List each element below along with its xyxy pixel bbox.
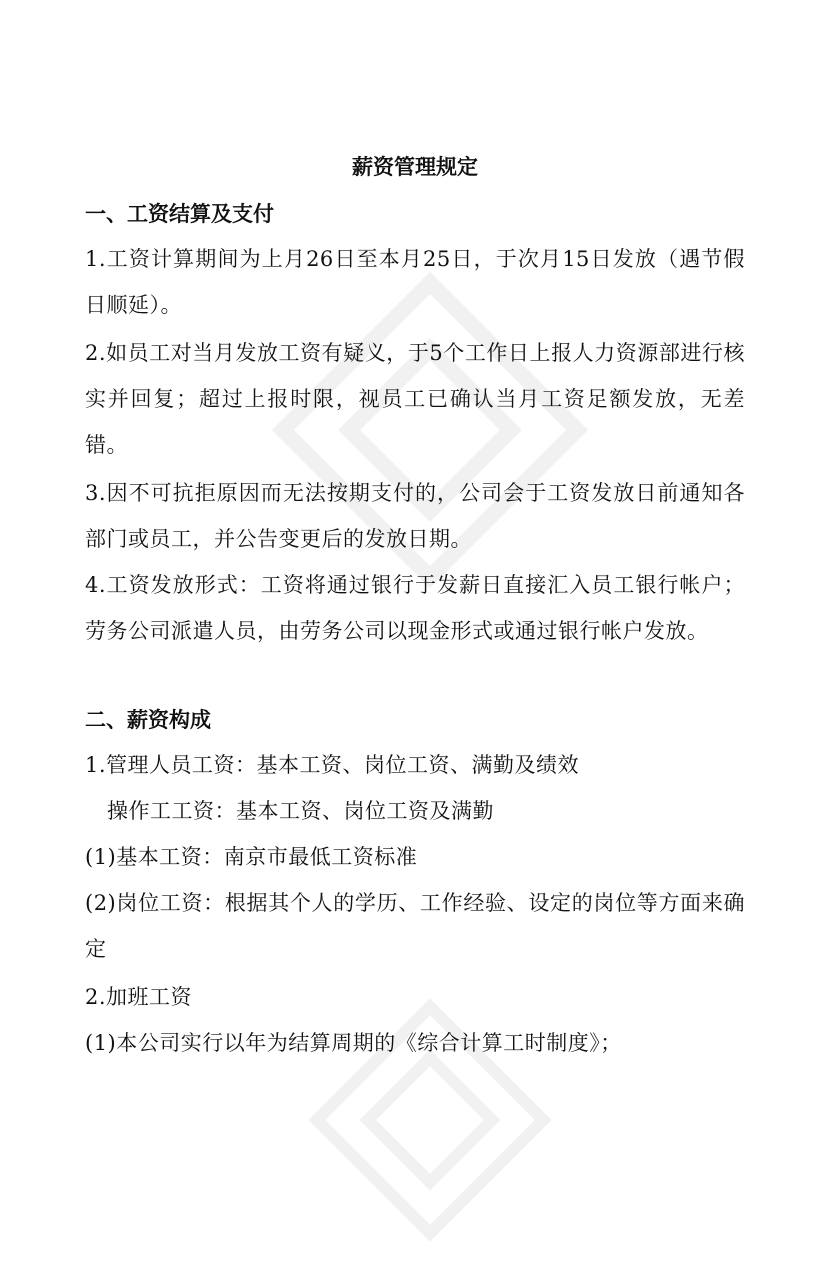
- payment-paragraph-4: 4.工资发放形式：工资将通过银行于发薪日直接汇入员工银行帐户；劳务公司派遣人员，由劳务公司以现金形式或通过银行帐户发放。: [85, 573, 745, 643]
- section-heading-composition: 二、薪资构成: [85, 708, 211, 732]
- payment-paragraph-1: 1.工资计算期间为上月26日至本月25日，于次月15日发放（遇节假日顺延）。: [85, 247, 745, 317]
- composition-paragraph-2: 操作工工资：基本工资、岗位工资及满勤: [107, 799, 494, 823]
- composition-paragraph-5: 2.加班工资: [85, 985, 193, 1009]
- payment-paragraph-2: 2.如员工对当月发放工资有疑义，于5个工作日上报人力资源部进行核实并回复；超过上报时限，视员工已确认当月工资足额发放，无差错。: [85, 341, 745, 457]
- composition-paragraph-3: (1)基本工资：南京市最低工资标准: [85, 845, 418, 869]
- payment-paragraph-3: 3.因不可抗拒原因而无法按期支付的，公司会于工资发放日前通知各部门或员工，并公告变更后的发放日期。: [85, 481, 745, 551]
- composition-paragraph-6: (1)本公司实行以年为结算周期的《综合计算工时制度》；: [85, 1031, 622, 1055]
- composition-paragraph-1: 1.管理人员工资：基本工资、岗位工资、满勤及绩效: [85, 753, 580, 777]
- document-title: 薪资管理规定: [352, 155, 478, 179]
- section-heading-payment: 一、工资结算及支付: [85, 202, 274, 226]
- composition-paragraph-4: (2)岗位工资：根据其个人的学历、工作经验、设定的岗位等方面来确定: [85, 891, 745, 961]
